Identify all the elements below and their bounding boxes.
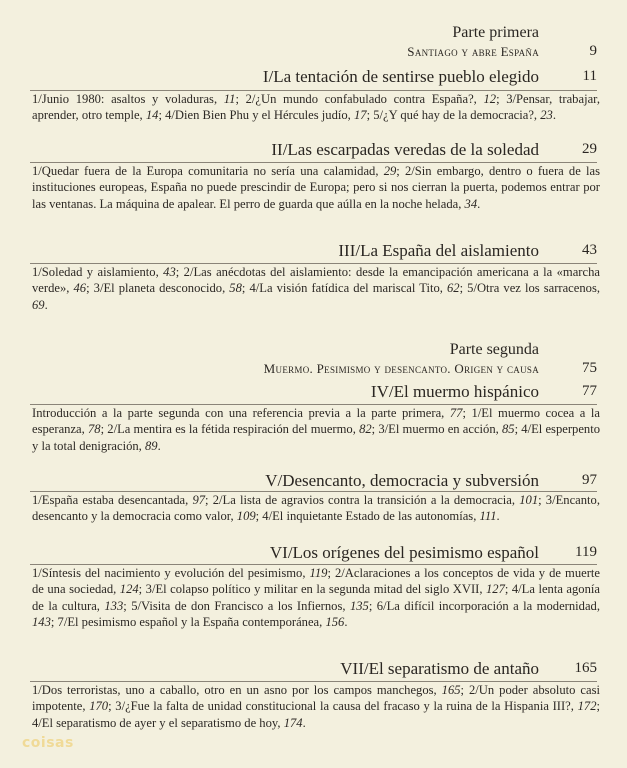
chapter-2-page: 29 [582,141,597,157]
chapter-7-page: 165 [574,660,597,676]
chapter-5-summary: 1/España estaba desencantada, 97; 2/La lista de agravios contra la transición a la democracia, 101; 3/Encanto, desencanto y la democracia como valor, 109; 4/El inquietante Estado de las autonomías, 111. [32,493,600,524]
chapter-5-page: 97 [582,472,597,488]
chapter-1-title: I/La tentación de sentirse pueblo elegido [262,67,539,86]
part-one-page: 9 [589,43,597,59]
watermark-logo: coisas [22,735,74,751]
chapter-3-summary: 1/Soledad y aislamiento, 43; 2/Las anécdotas del aislamiento: desde la emancipación americana a la «marcha verde», 46; 3/El planeta desconocido, 58; 4/La visión fatídica del mariscal Tito, 62; 5/Otra vez los sarracenos, 69. [32,265,600,312]
chapter-7-summary: 1/Dos terroristas, uno a caballo, otro en un asno por los campos manchegos, 165; 2/Un poder absoluto casi impotente, 170; 3/¿Fue la falta de unidad constitucional la causa del fracaso y la ruina de la Hispania III?, 172; 4/El separatismo de ayer y el separatismo de hoy, 174. [32,683,600,730]
chapter-6-summary: 1/Síntesis del nacimiento y evolución del pesimismo, 119; 2/Aclaraciones a los conceptos de vida y de muerte de una sociedad, 124; 3/El colapso político y militar en la segunda mitad del siglo XVII, 127; 4/La lenta agonía de la cultura, 133; 5/Visita de don Francisco a los Infiernos, 135; 6/La difícil incorporación a la modernidad, 143; 7/El pesimismo español y la España contemporánea, 156. [32,566,600,629]
chapter-3-title: III/La España del aislamiento [338,241,539,260]
part-one-label: Parte primera [452,24,539,41]
part-two-label: Parte segunda [449,341,539,358]
part-one-title: Santiago y abre España [407,44,539,59]
chapter-5-title: V/Desencanto, democracia y subversión [265,471,539,490]
chapter-6-page: 119 [575,544,597,560]
part-two-page: 75 [582,360,597,376]
chapter-2-title: II/Las escarpadas veredas de la soledad [271,140,539,159]
chapter-3-page: 43 [582,242,597,258]
part-two-title: Muermo. Pesimismo y desencanto. Origen y causa [263,361,539,376]
chapter-4-title: IV/El muermo hispánico [370,382,539,401]
chapter-4-page: 77 [582,383,597,399]
chapter-1-summary: 1/Junio 1980: asaltos y voladuras, 11; 2/¿Un mundo confabulado contra España?, 12; 3/Pensar, trabajar, aprender, otro temple, 14; 4/Dien Bien Phu y el Hércules judío, 17; 5/¿Y qué hay de la democracia?, 23. [32,92,600,123]
chapter-2-summary: 1/Quedar fuera de la Europa comunitaria no sería una calamidad, 29; 2/Sin embargo, dentro o fuera de las instituciones europeas, España no puede prescindir de Europa; pero si nos cierran la puerta, podemos entrar por las ventanas. La máquina de apalear. El perro de guarda que aúlla en la noche helada, 34. [32,164,601,211]
chapter-6-title: VI/Los orígenes del pesimismo español [269,543,539,562]
chapter-1-page: 11 [582,68,597,84]
chapter-7-title: VII/El separatismo de antaño [340,659,539,678]
chapter-4-summary: Introducción a la parte segunda con una referencia previa a la parte primera, 77; 1/El muermo cocea a la esperanza, 78; 2/La mentira es la fétida respiración del muermo, 82; 3/El muermo en acción, 85; 4/El esperpento y la total denigración, 89. [32,406,601,453]
